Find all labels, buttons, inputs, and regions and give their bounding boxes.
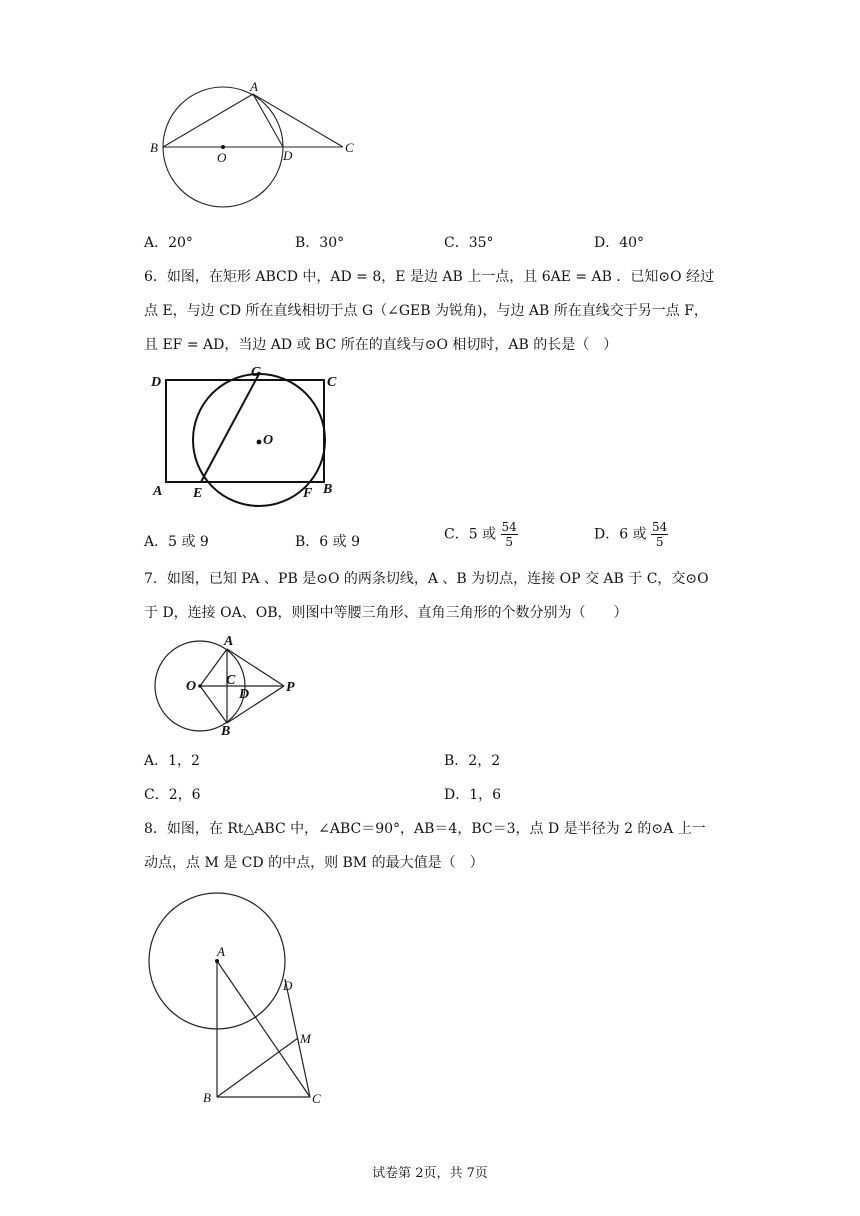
q7-label-a: A <box>224 634 234 649</box>
q6-stem-line-2: 点 E，与边 CD 所在直线相切于点 G（∠GEB 为锐角)，与边 AB 所在直线交于另一点 F， <box>144 303 708 319</box>
q7-label-p: P <box>286 680 295 695</box>
q8-segment-bm <box>217 1038 298 1097</box>
q6-stem-line-1: 6．如图，在矩形 ABCD 中，AD = 8，E 是边 AB 上一点，且 6AE = AB ．已知⊙O 经过 <box>144 269 715 285</box>
q7-stem-line-1: 7．如图，已知 PA 、PB 是⊙O 的两条切线，A 、B 为切点，连接 OP 交 AB 于 C，交⊙O <box>144 571 709 587</box>
q5-label-a: A <box>250 79 258 94</box>
q6-option-b: B．6 或 9 <box>295 534 361 550</box>
q6-option-c-fraction <box>501 521 518 548</box>
q5-option-a: A．20° <box>144 235 193 251</box>
q6-option-c <box>444 521 518 548</box>
q7-segment-ob <box>200 686 227 723</box>
q6-stem-line-3: 且 EF = AD，当边 AD 或 BC 所在的直线与⊙O 相切时，AB 的长是（ ） <box>144 337 618 353</box>
q6-segment-ge <box>201 374 259 482</box>
q6-label-f: F <box>303 486 313 501</box>
q8-stem-line-1: 8．如图，在 Rt△ABC 中，∠ABC＝90°，AB＝4，BC＝3，点 D 是半径为 2 的⊙A 上一 <box>144 821 706 837</box>
q7-option-c: C．2，6 <box>144 787 201 803</box>
q7-segment-pa <box>227 649 284 686</box>
q6-option-d-fraction <box>651 521 668 548</box>
q6-option-d-denominator: 5 <box>655 535 664 549</box>
q5-label-b: B <box>150 140 158 155</box>
q5-label-o: O <box>217 150 227 165</box>
q7-segment-pb <box>227 686 284 723</box>
q5-label-d: D <box>283 148 293 163</box>
q6-label-a: A <box>153 484 163 499</box>
q7-label-b: B <box>221 724 231 739</box>
q6-option-a: A．5 或 9 <box>144 534 209 550</box>
q6-figure <box>145 362 355 502</box>
q6-option-d-numerator: 54 <box>652 520 668 534</box>
q7-option-a: A．1，2 <box>144 753 200 769</box>
q5-option-c: C．35° <box>444 235 494 251</box>
q8-center-dot <box>215 959 219 963</box>
q7-option-b: B．2，2 <box>444 753 501 769</box>
q6-center-dot <box>257 440 262 445</box>
q5-segment-ab <box>163 94 253 147</box>
q8-figure <box>140 886 340 1111</box>
q7-label-d: D <box>239 687 250 702</box>
q6-option-c-numerator: 54 <box>501 520 517 534</box>
q6-rectangle <box>166 380 324 482</box>
q7-stem-line-2: 于 D，连接 OA、OB，则图中等腰三角形、直角三角形的个数分别为（ ） <box>144 605 628 621</box>
q8-stem-line-2: 动点，点 M 是 CD 的中点，则 BM 的最大值是（ ） <box>144 855 484 871</box>
q6-label-g: G <box>251 365 262 380</box>
q7-figure <box>146 632 316 742</box>
q8-label-m: M <box>300 1031 311 1046</box>
q6-label-o: O <box>263 433 274 448</box>
q6-label-c: C <box>327 375 337 390</box>
q5-figure <box>140 72 370 222</box>
page-footer: 试卷第 2页，共 7页 <box>372 1166 488 1181</box>
q7-label-o: O <box>186 679 197 694</box>
q5-center-dot <box>221 145 225 149</box>
q6-option-d <box>594 521 668 548</box>
q7-label-c: C <box>226 673 236 688</box>
q5-segment-ad <box>253 94 283 147</box>
q7-option-d: D．1，6 <box>444 787 502 803</box>
q8-label-d: D <box>283 978 293 993</box>
q6-option-c-prefix: C．5 或 <box>444 526 497 543</box>
q5-label-c: C <box>345 140 354 155</box>
q6-label-e: E <box>193 486 203 501</box>
q6-option-d-prefix: D．6 或 <box>594 526 647 543</box>
q5-option-d: D．40° <box>594 235 645 251</box>
q8-label-a: A <box>217 944 225 959</box>
q5-segment-ac <box>253 94 343 147</box>
q8-label-c: C <box>312 1091 321 1106</box>
q5-option-b: B．30° <box>295 235 345 251</box>
q7-center-dot <box>198 684 202 688</box>
q6-label-b: B <box>323 482 333 497</box>
q6-label-d: D <box>151 375 162 390</box>
q7-segment-oa <box>200 649 227 686</box>
q8-label-b: B <box>203 1090 211 1105</box>
q6-option-c-denominator: 5 <box>505 535 513 549</box>
